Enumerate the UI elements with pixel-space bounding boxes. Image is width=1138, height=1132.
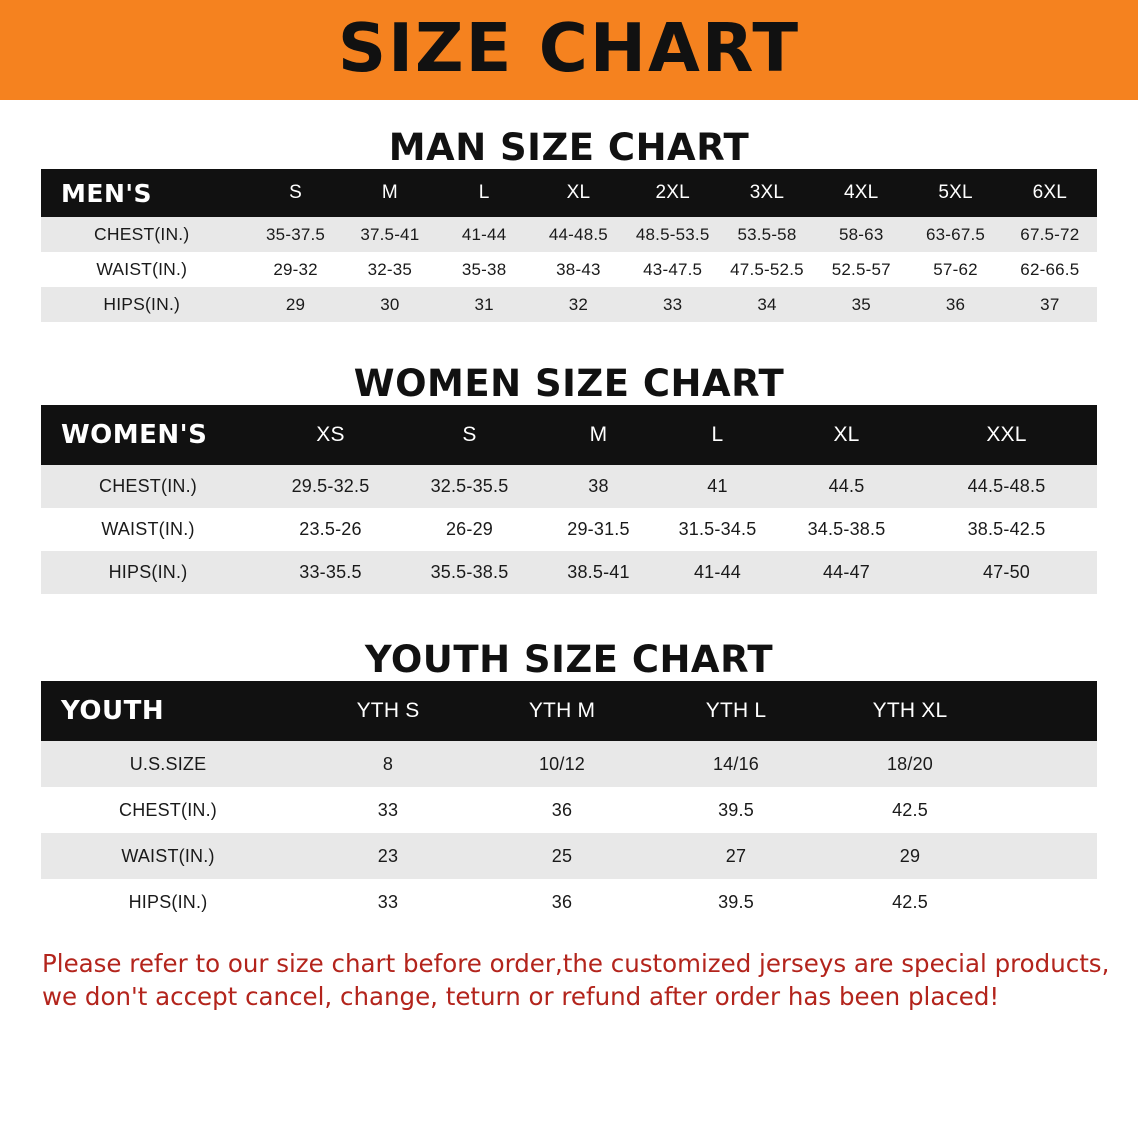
women-size-table xyxy=(41,405,1097,594)
table-row xyxy=(41,217,1097,252)
column-header: 3XL xyxy=(749,182,785,203)
table-cell: 52.5-57 xyxy=(831,259,891,279)
man-size-table xyxy=(41,169,1097,322)
table-cell: 38 xyxy=(588,476,609,496)
table-cell: 23 xyxy=(377,845,399,866)
women-table-wrapper xyxy=(0,405,1138,594)
table-cell: 38-43 xyxy=(556,259,601,279)
row-label: CHEST(IN.) xyxy=(94,224,190,244)
table-cell: 58-63 xyxy=(839,224,884,244)
table-cell: 26-29 xyxy=(445,519,494,539)
man-table-wrapper xyxy=(0,169,1138,322)
youth-table-wrapper xyxy=(0,681,1138,925)
table-cell: 42.5 xyxy=(892,799,928,820)
row-label: WAIST(IN.) xyxy=(101,519,195,539)
table-cell: 35.5-38.5 xyxy=(430,562,509,582)
table-cell: 47-50 xyxy=(982,562,1031,582)
column-header: 2XL xyxy=(655,182,690,203)
policy-note-line-1: Please refer to our size chart before order,the customized jerseys are special products, xyxy=(42,949,1110,978)
table-cell: 38.5-42.5 xyxy=(967,519,1046,539)
table-row xyxy=(41,741,1097,787)
table-cell: 35 xyxy=(851,294,871,314)
table-cell: 36 xyxy=(551,799,573,820)
column-header: XXL xyxy=(986,423,1027,446)
table-cell: 36 xyxy=(551,891,573,912)
table-header-row xyxy=(41,681,1097,741)
table-cell: 36 xyxy=(945,294,966,314)
table-cell: 62-66.5 xyxy=(1020,259,1080,279)
table-cell-spacer xyxy=(997,741,1097,787)
column-header: 4XL xyxy=(844,182,879,203)
table-cell: 35-37.5 xyxy=(266,224,326,244)
column-header: XS xyxy=(316,423,345,446)
column-header: YTH M xyxy=(528,699,596,722)
table-cell: 41 xyxy=(707,476,728,496)
youth-size-table xyxy=(41,681,1097,925)
table-row xyxy=(41,508,1097,551)
table-cell: 35-38 xyxy=(461,259,507,279)
column-header: 6XL xyxy=(1032,182,1068,203)
table-cell: 34 xyxy=(757,294,777,314)
table-row xyxy=(41,287,1097,322)
column-header: S xyxy=(289,182,302,203)
column-header: XL xyxy=(833,423,860,446)
table-cell: 44.5-48.5 xyxy=(967,476,1046,496)
column-header: MEN'S xyxy=(61,178,153,208)
table-cell: 57-62 xyxy=(933,259,978,279)
table-row xyxy=(41,787,1097,833)
table-cell: 29.5-32.5 xyxy=(291,476,370,496)
policy-note-line-2: we don't accept cancel, change, teturn or refund after order has been placed! xyxy=(42,982,1000,1012)
table-cell: 10/12 xyxy=(538,753,586,774)
column-header-spacer xyxy=(997,681,1097,741)
table-cell: 31.5-34.5 xyxy=(678,519,757,539)
table-row xyxy=(41,551,1097,594)
table-cell: 37 xyxy=(1040,294,1060,314)
table-cell: 32.5-35.5 xyxy=(430,476,509,496)
column-header: YTH S xyxy=(356,699,420,722)
row-label: CHEST(IN.) xyxy=(99,476,197,496)
table-cell: 41-44 xyxy=(693,562,742,582)
table-row xyxy=(41,252,1097,287)
column-header: XL xyxy=(566,182,591,203)
column-header: L xyxy=(478,182,490,203)
table-cell: 31 xyxy=(474,294,494,314)
table-cell: 8 xyxy=(382,753,394,774)
table-cell-spacer xyxy=(997,879,1097,925)
table-cell: 18/20 xyxy=(886,753,934,774)
table-cell: 48.5-53.5 xyxy=(635,224,710,244)
table-cell: 63-67.5 xyxy=(926,224,986,244)
table-header-row xyxy=(41,405,1097,465)
table-header-row xyxy=(41,169,1097,217)
column-header: L xyxy=(711,423,724,446)
table-cell: 29-31.5 xyxy=(567,519,630,539)
column-header: M xyxy=(589,423,608,446)
column-header: YOUTH xyxy=(61,696,165,726)
table-cell: 42.5 xyxy=(892,891,928,912)
table-cell: 27 xyxy=(725,845,747,866)
row-label: WAIST(IN.) xyxy=(96,259,188,279)
row-label: U.S.SIZE xyxy=(129,753,207,774)
table-cell: 33 xyxy=(377,799,399,820)
table-cell-spacer xyxy=(997,787,1097,833)
man-section-heading: MAN SIZE CHART xyxy=(388,126,750,169)
table-cell: 30 xyxy=(380,294,400,314)
table-cell: 34.5-38.5 xyxy=(807,519,886,539)
table-cell: 33 xyxy=(377,891,399,912)
women-section-heading: WOMEN SIZE CHART xyxy=(353,362,785,405)
table-cell: 33 xyxy=(663,294,683,314)
page-banner xyxy=(0,0,1138,100)
column-header: YTH XL xyxy=(872,699,948,722)
table-cell: 41-44 xyxy=(461,224,507,244)
table-cell: 25 xyxy=(551,845,573,866)
row-label: WAIST(IN.) xyxy=(121,845,215,866)
table-cell: 47.5-52.5 xyxy=(730,259,804,279)
table-cell: 14/16 xyxy=(712,753,760,774)
table-cell: 37.5-41 xyxy=(360,224,420,244)
column-header: 5XL xyxy=(938,182,973,203)
table-cell: 32 xyxy=(568,294,589,314)
table-cell: 44.5 xyxy=(828,476,865,496)
table-cell: 67.5-72 xyxy=(1020,224,1080,244)
table-cell: 39.5 xyxy=(718,891,754,912)
table-cell: 44-47 xyxy=(822,562,871,582)
row-label: HIPS(IN.) xyxy=(103,294,181,314)
table-cell: 38.5-41 xyxy=(567,562,630,582)
table-row xyxy=(41,465,1097,508)
table-cell: 33-35.5 xyxy=(299,562,362,582)
table-cell: 32-35 xyxy=(367,259,413,279)
column-header: WOMEN'S xyxy=(61,420,208,450)
row-label: HIPS(IN.) xyxy=(108,562,188,582)
column-header: M xyxy=(381,182,398,203)
table-row xyxy=(41,879,1097,925)
table-cell: 29 xyxy=(899,845,921,866)
row-label: CHEST(IN.) xyxy=(119,799,217,820)
table-cell: 29 xyxy=(285,294,306,314)
youth-section-heading: YOUTH SIZE CHART xyxy=(364,638,774,681)
table-cell: 23.5-26 xyxy=(299,519,362,539)
row-label: HIPS(IN.) xyxy=(128,891,208,912)
page-title: SIZE CHART xyxy=(337,8,801,87)
table-cell: 53.5-58 xyxy=(737,224,797,244)
column-header: YTH L xyxy=(705,699,767,722)
table-row xyxy=(41,833,1097,879)
policy-note xyxy=(42,947,1110,1013)
table-cell-spacer xyxy=(997,833,1097,879)
table-cell: 29-32 xyxy=(273,259,318,279)
column-header: S xyxy=(462,423,477,446)
table-cell: 43-47.5 xyxy=(643,259,703,279)
table-cell: 44-48.5 xyxy=(548,224,608,244)
table-cell: 39.5 xyxy=(718,799,754,820)
